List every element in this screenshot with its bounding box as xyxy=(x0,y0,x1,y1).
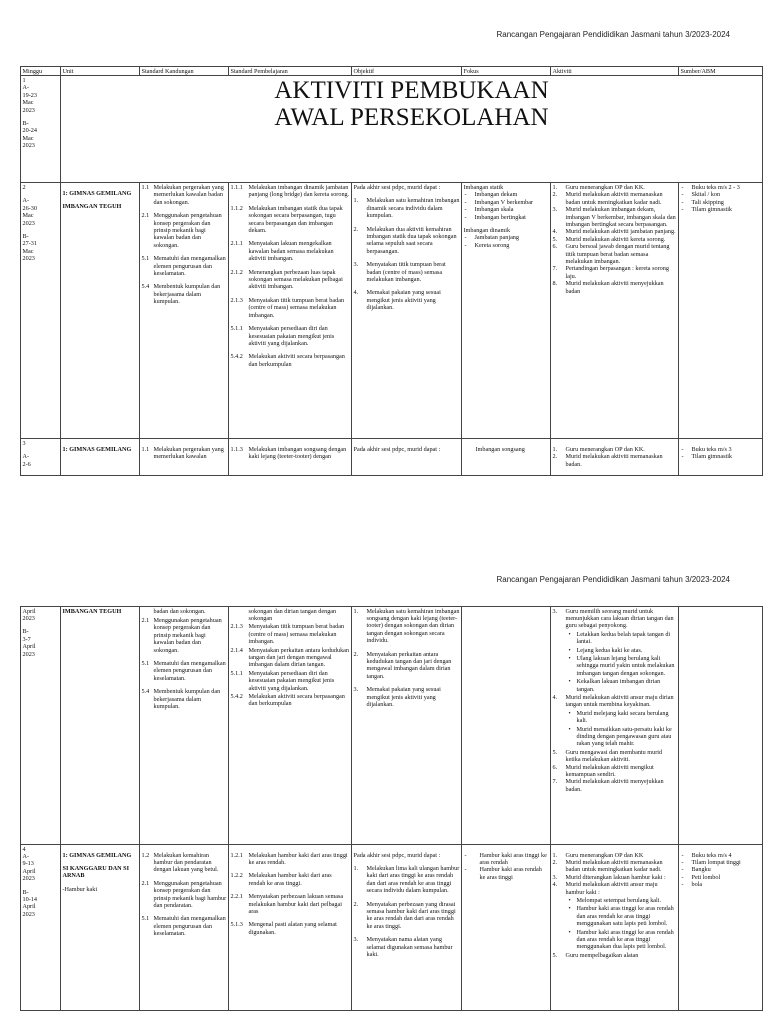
list-item: - Buku teks m/s 4 xyxy=(681,851,732,859)
standard-pembelajaran-cell-week4 xyxy=(229,845,352,1011)
list-item: 8. Murid melakukan aktiviti menyejukkan badan xyxy=(552,280,664,295)
list-item: 1. Melakukan satu kemahiran imbangan songsang dengan kaki lejang (teeter-tooter) dengan sokongan dan dirian tangan dengan sokongan secara individu. xyxy=(353,607,460,645)
list-item: 3. Menyatakan nama alatan yang selamat digunakan semasa hambur kaki. xyxy=(353,936,453,958)
sk-item: 2.1 Menggunakan pengetahuan konsep pergerakan dan prinsip mekanik bagi kawalan badan dan sokongan. xyxy=(141,212,222,249)
minggu-line: A- xyxy=(22,84,30,92)
objektif-cell-week3 xyxy=(352,439,462,476)
sumber-list xyxy=(681,184,761,214)
aktiviti-sub-list xyxy=(566,897,677,951)
list-item: 3. Murid diterangkan lakuan hambur kaki : xyxy=(552,873,666,881)
minggu-line: 26-30 xyxy=(22,204,37,212)
unit-subtitle: IMBANGAN TEGUH xyxy=(62,203,122,211)
list-item: • Kekalkan lakuan imbangan dirian tangan. xyxy=(568,678,661,693)
unit-cell-week4 xyxy=(61,845,140,1011)
title-line-2: AWAL PERSEKOLAHAN xyxy=(274,103,549,131)
fokus-list xyxy=(464,191,549,221)
minggu-line: B- xyxy=(22,119,29,127)
list-item: 2. Murid melakukan aktiviti memanaskan badan untuk meningkatkan kadar nadi. xyxy=(552,191,663,206)
objektif-intro: Pada akhir sesi pdpc, murid dapat : xyxy=(353,183,441,191)
list-item: 2. Melakukan dua aktiviti kemahiran imbangan statik dua tapak sokongan selama sepuluh saat secara berpasangan. xyxy=(353,225,457,255)
minggu-line: 9-13 xyxy=(22,860,34,868)
col-header-minggu: Minggu xyxy=(21,67,61,76)
table-header-row xyxy=(21,67,763,76)
list-item: • Murid menaikkan satu-persatu kaki ke dinding dengan pengawasan guru atau rakan yang telah mahir. xyxy=(568,725,672,748)
minggu-line: 2023 xyxy=(22,219,35,227)
aktiviti-list xyxy=(553,852,677,960)
unit-cell-week3-cont xyxy=(61,607,140,845)
col-header-standard-kandungan: Standard Kandungan xyxy=(140,67,229,76)
minggu-line: 4 xyxy=(22,845,26,853)
minggu-line: Mac xyxy=(22,134,34,142)
list-item: - Hambur kaki aras tinggi ke aras rendah xyxy=(464,851,547,866)
standard-kandungan-cell-week4 xyxy=(140,845,229,1011)
list-item: - Imbangan bertingkat xyxy=(464,213,526,221)
list-item: 4. Memakai pakaian yang sesuai mengikut jenis aktiviti yang dijalankan. xyxy=(353,289,441,312)
list-item: 3. Memakai pakaian yang sesuai mengikut jenis aktiviti yang dijalankan. xyxy=(353,686,441,708)
list-item: • Letakkan kedua belah tapak tangan di lantai. xyxy=(568,630,671,646)
sumber-list xyxy=(681,446,761,461)
standard-pembelajaran-cell-week2 xyxy=(229,183,352,439)
unit-subtitle: SI KANGGARU DAN SI ARNAB xyxy=(62,864,130,880)
list-item: 4. Murid melakukan aktiviti ansur maju hambur kaki : • Melompat setempat berulang kali. • Hambur kaki aras tinggi ke aras rendah dan aras rendah ke aras tinggi menggunakan satu lapis peti lombol. • Hambur kaki aras tinggi ke aras rendah dan aras rendah ke aras tinggi menggunakan dua lapis peti lombol. xyxy=(553,881,677,951)
page-header: Rancangan Pengajaran Pendididikan Jasmani tahun 3/2023-2024 xyxy=(496,30,730,39)
fokus-cell-week3 xyxy=(462,439,551,476)
minggu-line: April xyxy=(22,643,36,651)
list-item: 2. Menyatakan perkaitan antara kedudukan tangan dan jari dengan mengawal imbangan dalam dirian tangan. xyxy=(353,650,452,680)
list-item: 1. Guru menerangkan OP dan KK. xyxy=(552,445,645,453)
sp-item: 2.1.3 Menyatakan titik tumpuan berat badan (centre of mass) semasa melakukan imbangan. xyxy=(230,623,345,646)
unit-subtitle: IMBANGAN TEGUH xyxy=(62,607,122,615)
sp-item: 1.1.3 Melakukan imbangan songsang dengan kaki lejang (teeter-tooter) dengan xyxy=(230,445,347,461)
list-item: 2. Murid melakukan aktiviti memanaskan badan untuk meningkatkan kadar nadi. xyxy=(552,858,663,874)
fokus-title: Imbangan statik xyxy=(463,183,504,191)
aktiviti-cell-week4 xyxy=(551,845,679,1011)
minggu-line: B- xyxy=(22,888,29,896)
minggu-line: 27-31 xyxy=(22,240,37,248)
sk-item: 2.1 Menggunakan pengetahuan konsep pergerakan dan prinsip mekanik bagi hambur dan pendaratan. xyxy=(141,879,227,909)
sp-item: 1.2.1 Melakukan hambur kaki dari aras tinggi ke aras rendah. xyxy=(230,851,348,866)
fokus-list xyxy=(464,852,549,882)
col-header-sumber: Sumber/ABM xyxy=(679,67,763,76)
minggu-line: 2 xyxy=(22,183,26,191)
col-header-standard-pembelajaran: Standard Pembelajaran xyxy=(229,67,352,76)
col-header-aktiviti: Aktiviti xyxy=(551,67,679,76)
title-line-1: AKTIVITI PEMBUKAAN xyxy=(274,76,549,104)
minggu-line: 3 xyxy=(22,439,26,447)
list-item: 5. Guru mempelbagaikan alatan xyxy=(552,951,639,959)
sk-item: 1.2 Melakukan kemahiran hambur dan pendaratan dengan lakuan yang betul. xyxy=(141,851,219,874)
list-item: 3. Guru memilih seorang murid untuk menunjukkan cara lakuan dirian tangan dan guru sebagai penyokong. • Letakkan kedua belah tapak tangan di lantai. • Lejang kedua kaki ke atas. • Ulang lakuan lejang berulang kali sehingga murid yakin untuk melakukan imbangan tangan dengan sokongan. • Kekalkan lakuan imbangan dirian tangan. xyxy=(553,608,677,693)
minggu-cell-week2 xyxy=(21,183,61,439)
list-item: 4. Murid melakukan aktiviti ansur maju dirian tangan untuk membina keyakinan. • Murid melejang kaki secara berulang kali. • Murid menaikkan satu-persatu kaki ke dinding dengan pengawasan guru atau rakan yang telah mahir. xyxy=(553,694,677,748)
list-item: 7. Pertandingan berpasangan : kereta sorong laju. xyxy=(552,265,669,280)
standard-kandungan-cell-week3-cont xyxy=(140,607,229,845)
sumber-cell-week2 xyxy=(679,183,763,439)
list-item: 1. Guru menerangkan OP dan KK xyxy=(552,851,644,859)
list-item: - Tilam gimnastik xyxy=(681,206,733,214)
minggu-cell-week1 xyxy=(21,76,61,183)
sp-item: 5.4.2 Melakukan aktiviti secara berpasangan dan berkumpulan xyxy=(230,353,345,368)
col-header-objektif: Objektif xyxy=(352,67,462,76)
sp-item: 2.1.1 Menyatakan lakuan mengekalkan kawalan badan semasa melakukan aktiviti imbangan. xyxy=(230,240,334,263)
table-row-week3 xyxy=(21,439,763,476)
aktiviti-cell-week2 xyxy=(551,183,679,439)
fokus-cell-week3-cont xyxy=(462,607,551,845)
list-item: 6. Guru bersoal jawab dengan murid tentang titik tumpuan berat badan semasa melakukan imbangan. xyxy=(552,243,670,265)
list-item: 2. Murid melakukan aktiviti memanaskan badan. xyxy=(552,453,663,468)
minggu-line: 20-24 xyxy=(22,127,37,135)
list-item: 5. Guru mengawasi dan membantu murid ketika melakukan aktiviti. xyxy=(552,748,663,764)
minggu-line: 3-7 xyxy=(22,635,31,643)
list-item: 1. Guru menerangkan OP dan KK. xyxy=(552,183,645,191)
objektif-cell-week3-cont xyxy=(352,607,462,845)
standard-kandungan-cell-week2 xyxy=(140,183,229,439)
aktiviti-list xyxy=(553,184,677,295)
list-item: 3. Menyatakan titik tumpuan berat badan (centre of mass) semasa melakukan imbangan. xyxy=(353,261,446,283)
list-item: • Murid melejang kaki secara berulang kali. xyxy=(568,709,669,725)
minggu-line: 10-14 xyxy=(22,895,37,903)
sp-item: 5.4.2 Melakukan aktiviti secara berpasangan dan berkumpulan xyxy=(230,693,345,708)
minggu-line: April xyxy=(22,607,36,615)
list-item: 4. Murid melakukan aktiviti jambatan panjang. xyxy=(552,228,676,236)
list-item: 1. Melakukan lima kali ulangan hambur kaki dari aras tinggi ke aras rendah dan dari aras rendah ke aras tinggi secara individu dalam kumpulan. xyxy=(353,864,460,895)
minggu-line: Mac xyxy=(22,212,34,220)
aktiviti-cell-week3 xyxy=(551,439,679,476)
aktiviti-sub-list xyxy=(566,710,677,748)
sk-item: 5.1 Mematuhi dan mengamalkan elemen pengurusan dan keselamatan. xyxy=(141,255,226,278)
list-item: - Peti lombol xyxy=(681,873,721,881)
minggu-line: 2023 xyxy=(22,875,35,883)
minggu-line: B- xyxy=(22,628,29,636)
sk-continuation: badan dan sokongan. xyxy=(153,607,206,615)
minggu-cell-week3 xyxy=(21,439,61,476)
list-item: 5. Murid melakukan aktiviti kereta sorong. xyxy=(552,235,666,243)
list-item: - bola xyxy=(681,881,703,889)
unit-subtopic: -Hambur kaki xyxy=(62,885,98,893)
sp-item: 5.1.3 Mengenal pasti alatan yang selamat digunakan. xyxy=(230,921,337,936)
list-item: - Skital / kon xyxy=(681,191,721,199)
objektif-list xyxy=(354,865,460,958)
sp-item: 2.2.1 Menyatakan perbezaan lakuan semasa melakukan hambur kaki dari pelbagai aras xyxy=(230,893,344,915)
list-item: • Hambur kaki aras tinggi ke aras rendah dan aras rendah ke aras tinggi menggunakan dua lapis peti lombol. xyxy=(568,928,674,951)
sumber-list xyxy=(681,852,761,889)
list-item: - Jambatan panjang xyxy=(464,234,519,242)
sp-item: 2.1.4 Menyatakan perkaitan antara kedudukan tangan dan jari dengan mengawal imbangan dalam dirian tangan. xyxy=(230,646,350,669)
sp-item: 2.1.3 Menyatakan titik tumpuan berat badan (centre of mass) semasa melakukan imbangan. xyxy=(230,296,345,319)
minggu-line: 1 xyxy=(22,76,26,84)
objektif-list xyxy=(354,197,460,311)
objektif-intro: Pada akhir sesi pdpc, murid dapat : xyxy=(353,851,441,859)
list-item: - Imbangan skala xyxy=(464,206,514,214)
sk-item: 1.1 Melakukan pergerakan yang memerlukan kawalan xyxy=(141,445,224,461)
table-row-week1 xyxy=(21,76,763,183)
fokus-cell-week2 xyxy=(462,183,551,439)
list-item: 6. Murid melakukan aktiviti mengikut kemampuan sendiri. xyxy=(552,763,654,779)
sk-item: 5.1 Mematuhi dan mengamalkan elemen pengurusan dan keselamatan. xyxy=(141,659,226,682)
standard-pembelajaran-cell-week3 xyxy=(229,439,352,476)
opening-activity-title xyxy=(61,76,763,183)
sp-item: 2.1.2 Menerangkan perbezaan luas tapak sokongan semasa melakukan pelbagai aktiviti imbangan. xyxy=(230,268,343,291)
list-item: - Bangku xyxy=(681,866,711,874)
table-row-week4 xyxy=(21,845,763,1011)
aktiviti-sub-list xyxy=(566,631,677,693)
objektif-cell-week2 xyxy=(352,183,462,439)
lesson-plan-table-page1 xyxy=(20,66,763,476)
sp-item: 5.1.1 Menyatakan persediaan diri dan kesesuaian pakaian mengikut jenis aktiviti yang dijalankan. xyxy=(230,669,335,692)
list-item: 2. Menyatakan perbezaan yang dirasai semasa hambur kaki dari aras tinggi ke aras rendah dan dari aras rendah ke aras tinggi. xyxy=(353,900,456,930)
sk-item: 5.4 Membentuk kumpulan dan bekerjasama dalam kumpulan. xyxy=(141,688,221,711)
table-row-week3-cont xyxy=(21,607,763,845)
list-item: - Buku teks m/s 3 xyxy=(681,445,732,453)
minggu-line: 19-23 xyxy=(22,91,37,99)
table-row-week2 xyxy=(21,183,763,439)
list-item: • Hambur kaki aras tinggi ke aras rendah dan aras rendah ke aras tinggi menggunakan satu lapis peti lombol. xyxy=(568,905,674,928)
objektif-intro: Pada akhir sesi pdpc, murid dapat : xyxy=(353,445,441,453)
unit-title: 1: GIMNAS GEMILANG xyxy=(62,189,132,197)
minggu-line: A- xyxy=(22,453,30,461)
minggu-cell-week4 xyxy=(21,845,61,1011)
list-item: - Tali skipping xyxy=(681,198,724,206)
list-item: • Ulang lakuan lejang berulang kali sehingga murid yakin untuk melakukan imbangan tangan dengan sokongan. xyxy=(568,654,675,677)
minggu-line: April xyxy=(22,903,36,911)
minggu-line: April xyxy=(22,867,36,875)
sumber-cell-week3 xyxy=(679,439,763,476)
lesson-plan-table-page2 xyxy=(20,606,763,1011)
fokus-title: Imbangan songsang xyxy=(475,445,525,453)
unit-title: 1: GIMNAS GEMILANG xyxy=(62,851,132,859)
sk-item: 5.4 Membentuk kumpulan dan bekerjasama dalam kumpulan. xyxy=(141,283,221,306)
minggu-line: B- xyxy=(22,232,29,240)
unit-cell-week2 xyxy=(61,183,140,439)
minggu-cell-week3-cont xyxy=(21,607,61,845)
standard-pembelajaran-cell-week3-cont xyxy=(229,607,352,845)
list-item: - Tilam lompat tinggi xyxy=(681,858,741,866)
list-item: - Buku teks m/s 2 - 3 xyxy=(681,183,740,191)
minggu-line: A- xyxy=(22,197,30,205)
list-item: - Imbangan dekam xyxy=(464,191,518,199)
minggu-line: 2-6 xyxy=(22,460,31,468)
aktiviti-list xyxy=(553,446,677,468)
sp-continuation: sokongan dan dirian tangan dengan sokongan xyxy=(248,607,337,622)
aktiviti-list xyxy=(553,608,677,794)
unit-cell-week3 xyxy=(61,439,140,476)
sumber-cell-week4 xyxy=(679,845,763,1011)
list-item: - Imbangan V berkembar xyxy=(464,198,534,206)
aktiviti-cell-week3-cont xyxy=(551,607,679,845)
page-header: Rancangan Pengajaran Pendididikan Jasmani tahun 3/2023-2024 xyxy=(496,575,730,584)
minggu-line: Mac xyxy=(22,247,34,255)
minggu-line: 2023 xyxy=(22,255,35,263)
list-item: - Kereta sorong xyxy=(464,241,510,249)
list-item: 7. Murid melakukan aktiviti menyejukkan badan. xyxy=(552,778,664,793)
minggu-line: 2023 xyxy=(22,142,35,150)
sp-item: 5.1.1 Menyatakan persediaan diri dan kesesuaian pakaian mengikut jenis aktiviti yang dijalankan. xyxy=(230,325,335,347)
minggu-line: 2023 xyxy=(22,650,35,658)
standard-kandungan-cell-week3 xyxy=(140,439,229,476)
unit-title: 1: GIMNAS GEMILANG xyxy=(62,445,132,453)
list-item: • Lejang kedua kaki ke atas. xyxy=(568,646,643,654)
fokus-list xyxy=(464,234,549,249)
sk-item: 1.1 Melakukan pergerakan yang memerlukan kawalan badan dan sokongan. xyxy=(141,183,224,206)
sp-item: 1.1.1 Melakukan imbangan dinamik jambatan panjang (long bridge) dan kereta sorong. xyxy=(230,183,350,199)
minggu-line: 2023 xyxy=(22,614,35,622)
minggu-line: Mac xyxy=(22,99,34,107)
sp-item: 1.1.2 Melakukan imbangan statik dua tapak sokongan secara berpasangan, tugu secara berpasangan dan imbangan dekam. xyxy=(230,204,343,234)
col-header-unit: Unit xyxy=(61,67,140,76)
list-item: 3. Murid melakukan imbangan dekam, imbangan V berkembar, imbangan skala dan imbangan bertingkat secara berpasangan. xyxy=(552,206,676,228)
fokus-cell-week4 xyxy=(462,845,551,1011)
col-header-fokus: Fokus xyxy=(462,67,551,76)
sk-item: 2.1 Menggunakan pengetahuan konsep pergerakan dan prinsip mekanik bagi kawalan badan dan sokongan. xyxy=(141,616,222,654)
list-item: - Hambur kaki aras rendah ke aras tinggi xyxy=(464,866,542,881)
minggu-line: 2023 xyxy=(22,910,35,918)
list-item: 1. Melakukan satu kemahiran imbangan dinamik secara individu dalam kumpulan. xyxy=(353,197,460,220)
sp-item: 1.2.2 Melakukan hambur kaki dari aras rendah ke aras tinggi. xyxy=(230,872,332,887)
sk-item: 5.1 Mematuhi dan mengamalkan elemen pengurusan dan keselamatan. xyxy=(141,915,226,938)
objektif-list xyxy=(354,608,460,709)
minggu-line: A- xyxy=(22,852,30,860)
objektif-cell-week4 xyxy=(352,845,462,1011)
list-item: - Tilam gimnastik xyxy=(681,453,733,461)
sumber-cell-week3-cont xyxy=(679,607,763,845)
list-item: • Melompat setempat berulang kali. xyxy=(568,896,662,904)
fokus-title: Imbangan dinamik xyxy=(463,226,511,234)
minggu-line: 2023 xyxy=(22,106,35,114)
